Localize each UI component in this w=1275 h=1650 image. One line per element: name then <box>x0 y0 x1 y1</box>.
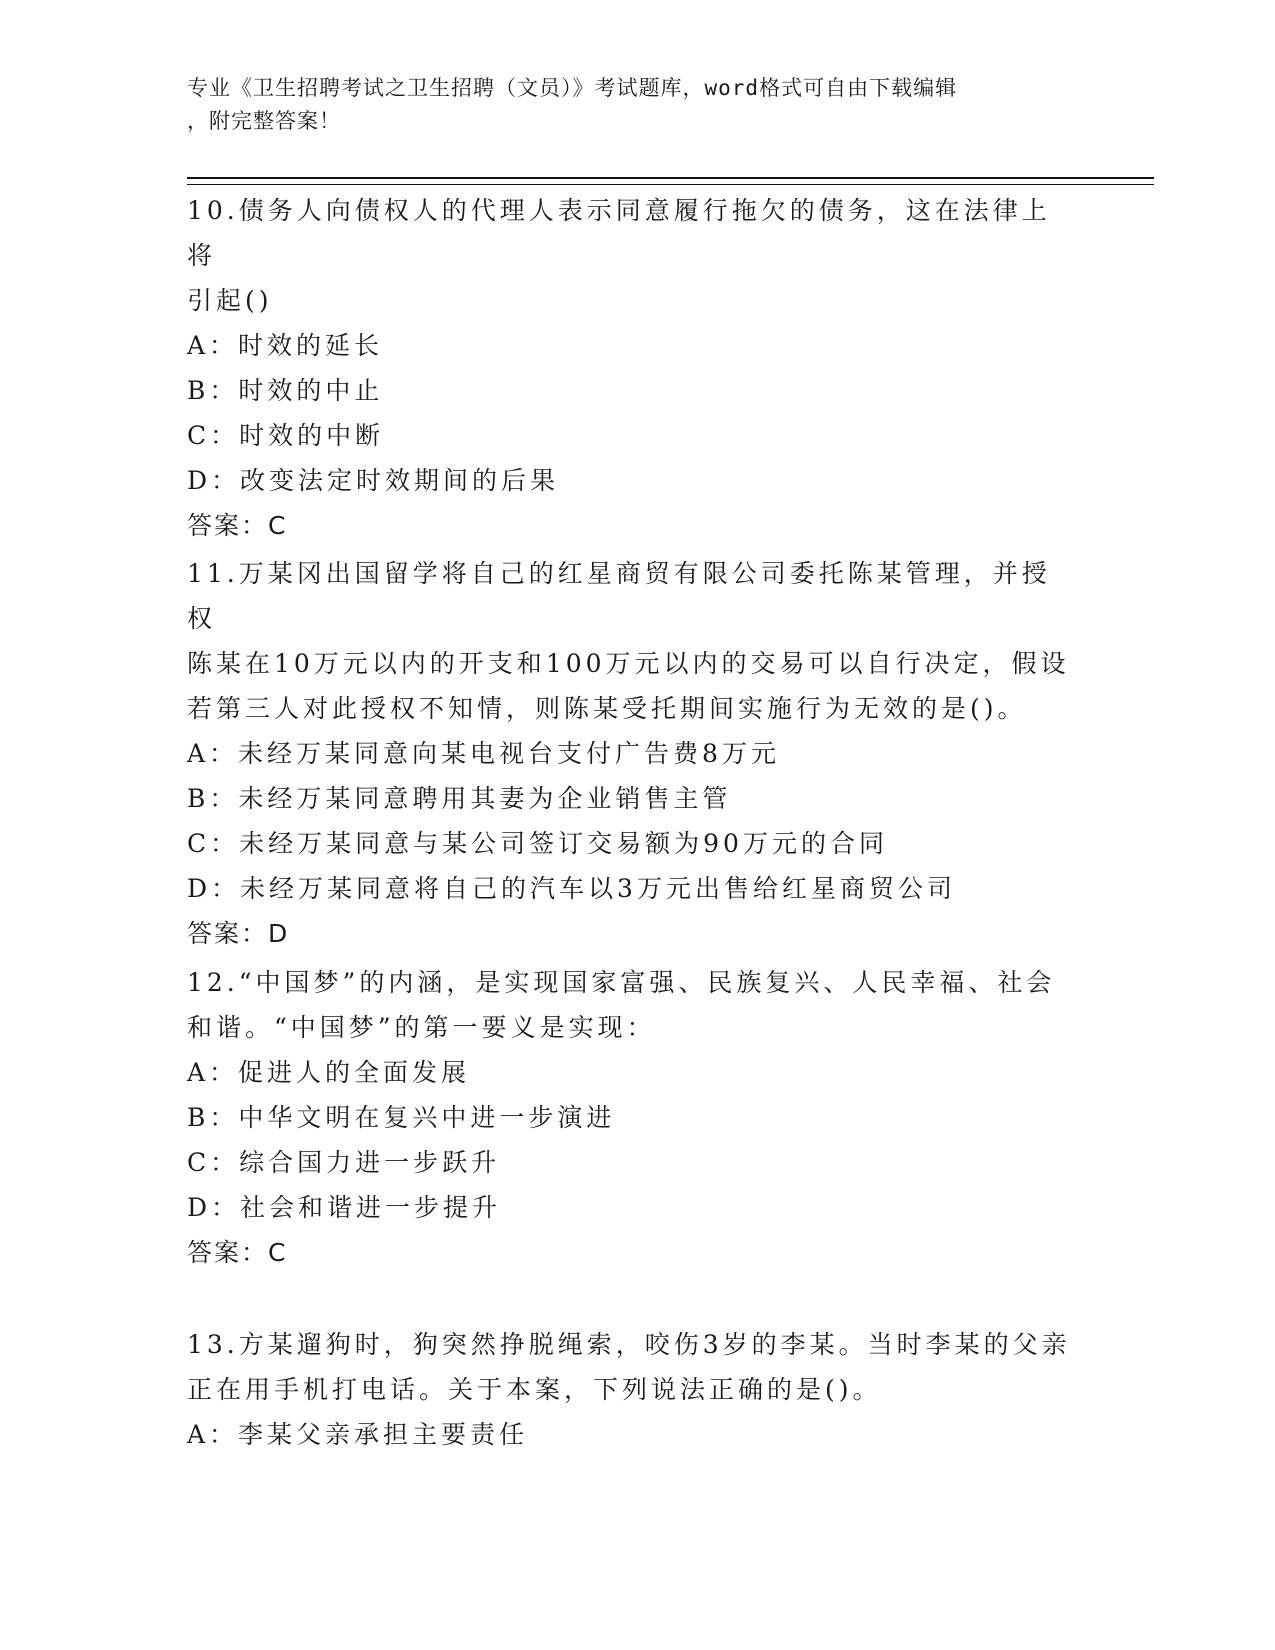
option-d: D：未经万某同意将自己的汽车以3万元出售给红星商贸公司 <box>187 874 956 903</box>
question-stem-line: 引起() <box>187 286 273 315</box>
header-line-2: ，附完整答案！ <box>187 109 341 133</box>
question-11 <box>187 551 1077 956</box>
answer-line: 答案：D <box>187 919 290 948</box>
question-stem-line: 若第三人对此授权不知情，则陈某受托期间实施行为无效的是()。 <box>187 694 1027 723</box>
option-d: D：社会和谐进一步提升 <box>187 1193 502 1222</box>
option-c: C：时效的中断 <box>187 421 385 450</box>
header-line-1: 专业《卫生招聘考试之卫生招聘（文员）》考试题库，word格式可自由下载编辑 <box>187 76 958 100</box>
question-stem-line: 13.方某遛狗时，狗突然挣脱绳索，咬伤3岁的李某。当时李某的父亲 <box>187 1330 1071 1359</box>
question-stem-line: 12.“中国梦”的内涵，是实现国家富强、民族复兴、人民幸福、社会 <box>187 968 1056 997</box>
option-c: C：未经万某同意与某公司签订交易额为90万元的合同 <box>187 829 888 858</box>
document-header <box>187 72 1067 138</box>
question-13 <box>187 1322 1077 1457</box>
header-divider-thick <box>187 177 1154 179</box>
option-d: D：改变法定时效期间的后果 <box>187 466 560 495</box>
question-stem-line: 11.万某冈出国留学将自己的红星商贸有限公司委托陈某管理，并授权 <box>187 559 1051 633</box>
option-b: B：未经万某同意聘用其妻为企业销售主管 <box>187 784 732 813</box>
option-a: A：时效的延长 <box>187 331 384 360</box>
question-stem-line: 陈某在10万元以内的开支和100万元以内的交易可以自行决定，假设 <box>187 649 1070 678</box>
option-a: A：未经万某同意向某电视台支付广告费8万元 <box>187 739 780 768</box>
header-divider-thin <box>187 184 1154 185</box>
answer-line: 答案：C <box>187 511 288 540</box>
question-10 <box>187 188 1077 548</box>
question-stem-line: 和谐。“中国梦”的第一要义是实现： <box>187 1013 656 1042</box>
question-stem-line: 10.债务人向债权人的代理人表示同意履行拖欠的债务，这在法律上将 <box>187 196 1051 270</box>
option-b: B：中华文明在复兴中进一步演进 <box>187 1103 616 1132</box>
option-b: B：时效的中止 <box>187 376 384 405</box>
option-a: A：李某父亲承担主要责任 <box>187 1420 529 1449</box>
option-a: A：促进人的全面发展 <box>187 1058 471 1087</box>
question-12 <box>187 960 1077 1275</box>
question-stem-line: 正在用手机打电话。关于本案，下列说法正确的是()。 <box>187 1375 882 1404</box>
answer-line: 答案：C <box>187 1238 288 1267</box>
option-c: C：综合国力进一步跃升 <box>187 1148 501 1177</box>
